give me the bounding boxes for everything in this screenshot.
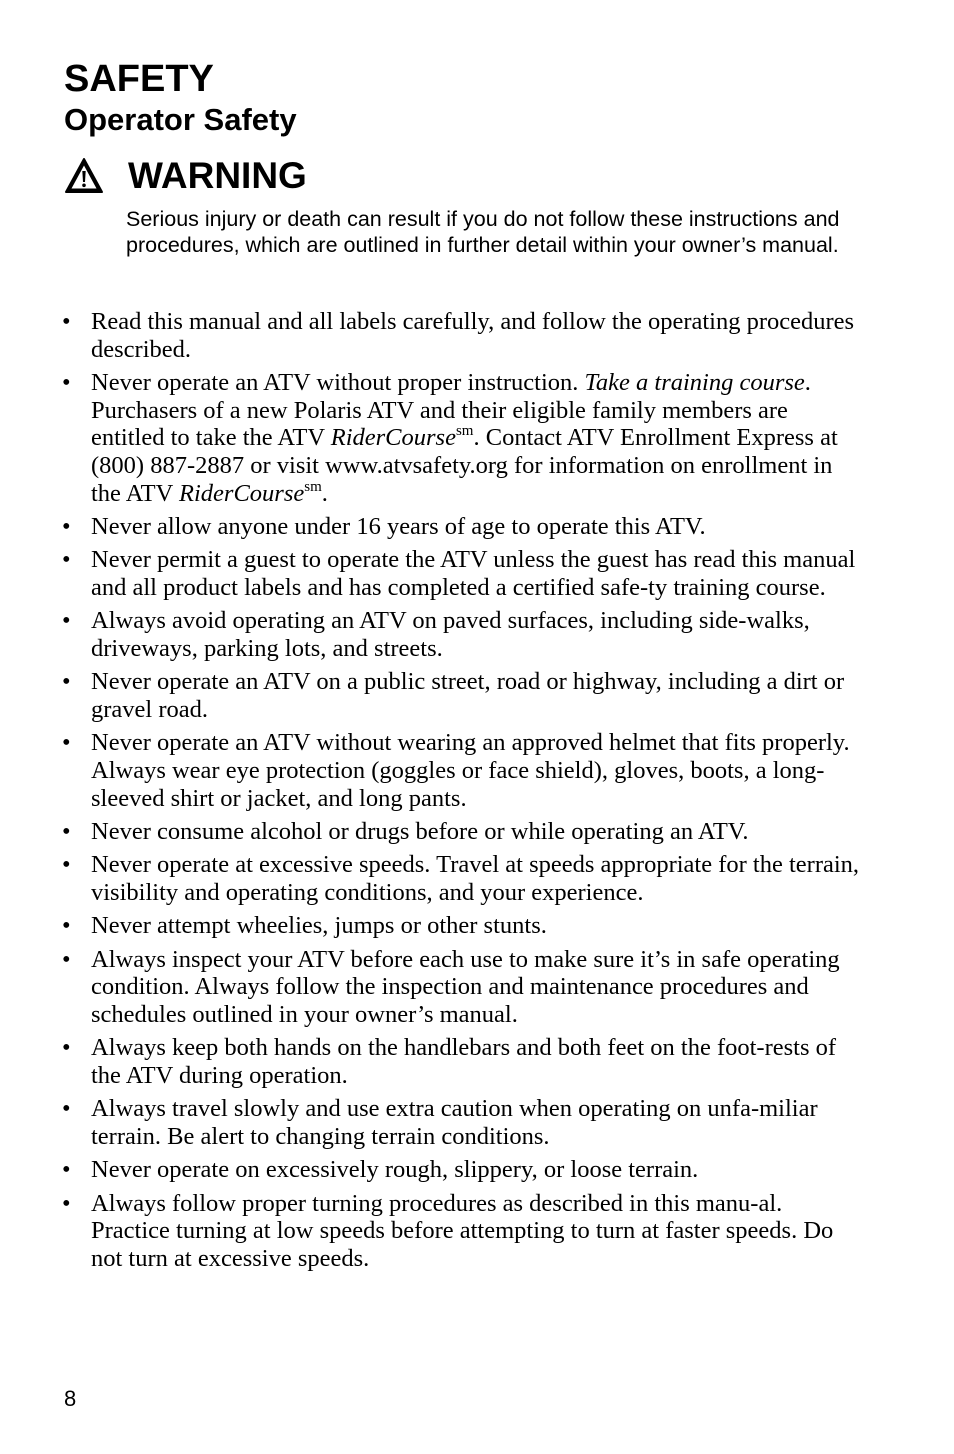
list-item: • Always follow proper turning procedures as described in this manu-al. Practice turning at low speeds before attempting to turn at faster speeds. Do not turn at excessive speeds. [62, 1190, 862, 1273]
safety-bullet-list [62, 308, 862, 1278]
list-item: • Never consume alcohol or drugs before or while operating an ATV. [62, 818, 862, 846]
bullet-text: . Contact ATV Enrollment Express at (800) 887-2887 or visit www.atvsafety.org for information on enrollment in the ATV [91, 424, 838, 507]
warning-text: Serious injury or death can result if you do not follow these instructions and procedures, which are outlined in further detail within your owner’s manual. [126, 207, 840, 257]
list-item: • Read this manual and all labels carefully, and follow the operating procedures described. [62, 308, 862, 363]
warning-header [64, 154, 307, 198]
bullet-text: . [321, 479, 328, 507]
list-item: • Never attempt wheelies, jumps or other stunts. [62, 912, 862, 940]
subsection-title: Operator Safety [64, 102, 297, 137]
list-item: • Never operate an ATV on a public street, road or highway, including a dirt or gravel road. [62, 668, 862, 723]
bullet-text: . Purchasers of a new Polaris ATV and their eligible family members are entitled to take the ATV [91, 369, 811, 452]
list-item: • Never permit a guest to operate the ATV unless the guest has read this manual and all product labels and has completed a certified safe-ty training course. [62, 546, 862, 601]
list-item: • Always inspect your ATV before each use to make sure it’s in safe operating condition. Always follow the inspection and maintenance procedures and schedules outlined in your owner’s manual. [62, 946, 862, 1029]
ridercourse-name: RiderCourse [179, 479, 305, 507]
service-mark: sm [455, 423, 474, 440]
warning-title: WARNING [128, 155, 307, 196]
list-item: • Never operate an ATV without wearing an approved helmet that fits properly. Always wear eye protection (goggles or face shield), gloves, boots, a long-sleeved shirt or jacket, and long pants. [62, 729, 862, 812]
warning-triangle-icon [64, 157, 104, 195]
section-title: SAFETY [64, 58, 214, 100]
list-item: • Never operate at excessive speeds. Travel at speeds appropriate for the terrain, visibility and operating conditions, and your experience. [62, 851, 862, 906]
list-item [62, 369, 862, 508]
list-item: • Never allow anyone under 16 years of age to operate this ATV. [62, 513, 862, 541]
ridercourse-name: RiderCourse [330, 424, 456, 452]
page-number: 8 [64, 1386, 77, 1411]
list-item: • Never operate on excessively rough, slippery, or loose terrain. [62, 1156, 862, 1184]
bullet-text: Never operate an ATV without proper instruction. [91, 369, 585, 396]
list-item: • Always avoid operating an ATV on paved surfaces, including side-walks, driveways, parking lots, and streets. [62, 607, 862, 662]
training-course-emphasis: Take a training course [584, 369, 805, 396]
list-item: • Always keep both hands on the handlebars and both feet on the foot-rests of the ATV during operation. [62, 1034, 862, 1089]
service-mark: sm [304, 478, 322, 495]
list-item: • Always travel slowly and use extra caution when operating on unfa-miliar terrain. Be alert to changing terrain conditions. [62, 1095, 862, 1150]
